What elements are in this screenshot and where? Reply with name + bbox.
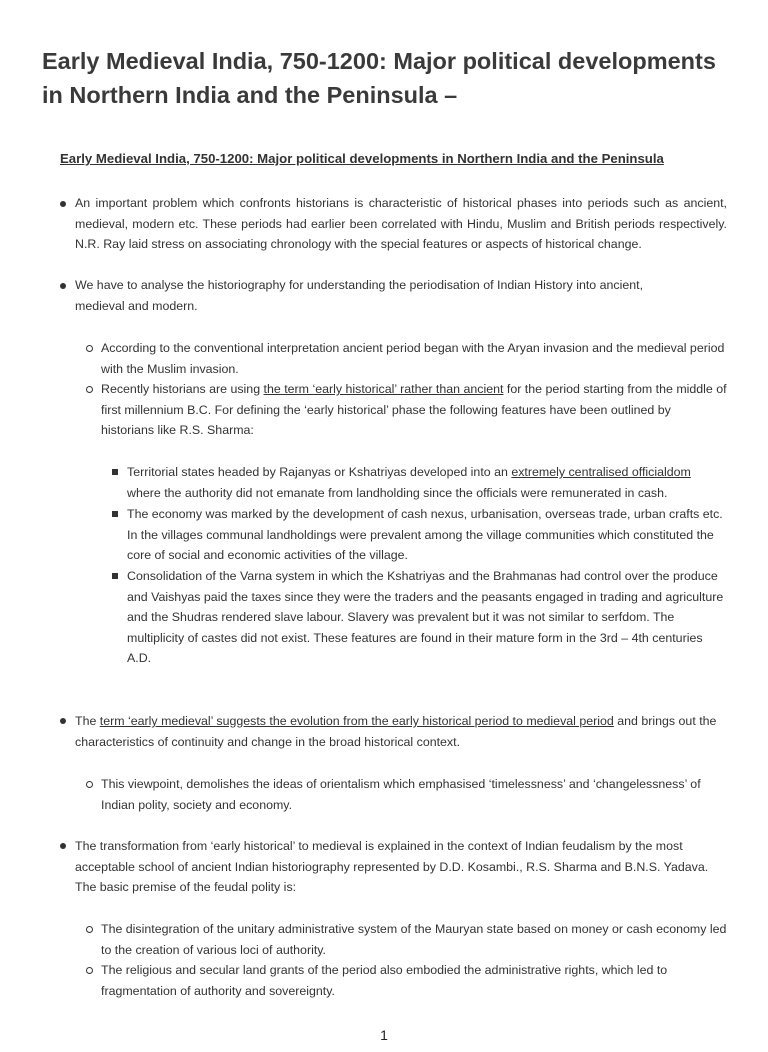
list-item-text: for the period starting from the middle of first millennium B.C. For defining the ‘early historical’ phase the following features have been outlined by historians like R.S. Sharma: [101, 382, 727, 438]
bullet-square-icon [112, 511, 118, 517]
list-item: This viewpoint, demolishes the ideas of orientalism which emphasised ‘timelessness’ and ‘changelessness’ of Indian polity, society and economy. [101, 777, 701, 812]
page-title: Early Medieval India, 750-1200: Major political developments in Northern India and the Peninsula – [42, 48, 716, 108]
list-item: The economy was marked by the development of cash nexus, urbanisation, overseas trade, urban crafts etc. In the villages communal landholdings were prevalent among the village communities which constituted the core of social and economic activities of the village. [127, 507, 723, 563]
list-item-text: The [75, 714, 100, 728]
underlined-phrase: term ‘early medieval’ suggests the evolution from the early historical period to medieval period [99, 714, 614, 728]
bullet-square-icon [112, 573, 118, 579]
bullet-square-icon [112, 469, 118, 475]
list-item: Consolidation of the Varna system in which the Kshatriyas and the Brahmanas had control over the produce and Vaishyas paid the taxes since they were the traders and the peasants engaged in trading and agriculture and the Shudras rendered slave labour. Slavery was prevalent but it was not similar to serfdom. The multiplicity of castes did not exist. These features are found in their mature form in the 3rd – 4th centuries A.D. [127, 569, 724, 666]
bullet-circle-icon [86, 967, 93, 974]
list-item: We have to analyse the historiography for understanding the periodisation of Indian History into ancient, medieval and modern. [75, 278, 644, 313]
underlined-phrase: extremely centralised officialdom [511, 465, 691, 479]
bullet-circle-icon [86, 386, 93, 393]
list-item-text: Territorial states headed by Rajanyas or Kshatriyas developed into an [127, 465, 512, 479]
bullet-disc-icon [60, 718, 66, 724]
bullet-disc-icon [60, 843, 66, 849]
bullet-circle-icon [86, 926, 93, 933]
section-heading: Early Medieval India, 750-1200: Major political developments in Northern India and the Peninsula [60, 151, 664, 166]
list-item: According to the conventional interpretation ancient period began with the Aryan invasion and the medieval period with the Muslim invasion. [101, 341, 725, 376]
list-item [101, 379, 727, 441]
bullet-circle-icon [86, 345, 93, 352]
list-item: The disintegration of the unitary administrative system of the Mauryan state based on money or cash economy led to the creation of various loci of authority. [101, 922, 727, 957]
bullet-disc-icon [60, 283, 66, 289]
bullet-circle-icon [86, 781, 93, 788]
list-item [127, 462, 727, 503]
underlined-phrase: the term ‘early historical’ rather than ancient [263, 382, 504, 396]
page-number: 1 [380, 1027, 388, 1043]
list-item-text: and brings out the characteristics of continuity and change in the broad historical context. [75, 714, 717, 749]
list-item [75, 711, 727, 752]
list-item-text: where the authority did not emanate from landholding since the officials were remunerated in cash. [127, 485, 668, 500]
list-item: The transformation from ‘early historical’ to medieval is explained in the context of Indian feudalism by the most acceptable school of ancient Indian historiography represented by D.D. Kosambi., R.S. Sharma and B.N.S. Yadava. The basic premise of the feudal polity is: [75, 839, 709, 895]
list-item: The religious and secular land grants of the period also embodied the administrative rights, which led to fragmentation of authority and sovereignty. [101, 963, 668, 998]
list-item: An important problem which confronts historians is characteristic of historical phases into periods such as ancient, medieval, modern etc. These periods had earlier been correlated with Hindu, Muslim and British periods respectively. N.R. Ray laid stress on associating chronology with the special features or aspects of historical change. [75, 196, 727, 252]
bullet-disc-icon [60, 201, 66, 207]
list-item-text: Recently historians are using [101, 382, 264, 396]
